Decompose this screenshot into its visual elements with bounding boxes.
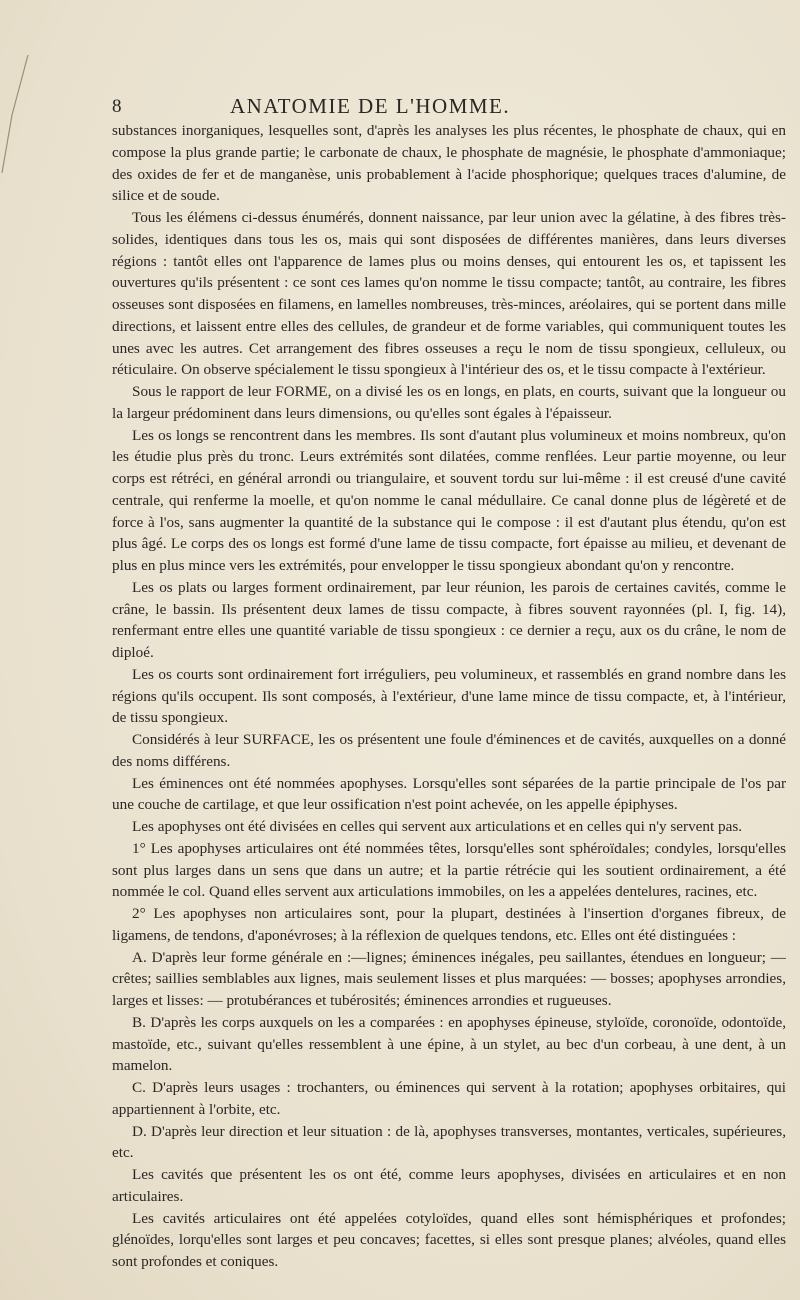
paragraph: Tous les élémens ci-dessus énumérés, donnent naissance, par leur union avec la gélatine, à des fibres très-solides, identiques dans tous les os, mais qui sont disposées de différentes manières, dans leurs diverses régions : tantôt elles ont l'apparence de lames plus ou moins denses, qui entourent les os, et tapissent les ouvertures qu'ils présentent : ce sont ces lames qu'on nomme le tissu compacte; tantôt, au contraire, les fibres osseuses sont disposées en filamens, en lamelles nombreuses, très-minces, aréolaires, qui se portent dans mille directions, et laissent entre elles des cellules, de grandeur et de forme variables, qui communiquent toutes les unes avec les autres. Cet arrangement des fibres osseuses a reçu le nom de tissu spongieux, celluleux, ou réticulaire. On observe spécialement le tissu spongieux à l'intérieur des os, et le tissu compacte à l'extérieur. — [112, 209, 786, 379]
page-edge-mark — [0, 55, 30, 175]
paragraph: Sous le rapport de leur FORME, on a divisé les os en longs, en plats, en courts, suivant que la longueur ou la largeur prédominent dans leurs dimensions, ou qu'elles sont égales à l'épaisseur. — [112, 383, 786, 422]
paragraph: Les éminences ont été nommées apophyses. Lorsqu'elles sont séparées de la partie principale de l'os par une couche de cartilage, et que leur ossification n'est point achevée, on les appelle épiphyses. — [112, 774, 786, 814]
paragraph: substances inorganiques, lesquelles sont, d'après les analyses les plus récentes, le phosphate de chaux, qui en compose la plus grande partie; le carbonate de chaux, le phosphate de magnésie, le phosphate d'ammoniaque; des oxides de fer et de manganèse, unis probablement à l'acide phosphorique; quelques traces d'alumine, de silice et de soude. — [112, 122, 786, 205]
paragraph: Les cavités que présentent les os ont été, comme leurs apophyses, divisées en articulaires et en non articulaires. — [112, 1166, 786, 1205]
paragraph: Considérés à leur SURFACE, les os présentent une foule d'éminences et de cavités, auxquelles on a donné des noms différens. — [112, 731, 786, 770]
body-text — [112, 120, 786, 1273]
paragraph: Les os courts sont ordinairement fort irréguliers, peu volumineux, et rassemblés en grand nombre dans les régions qu'ils occupent. Ils sont composés, à l'extérieur, d'une lame mince de tissu compacte, et, à l'intérieur, de tissu spongieux. — [112, 665, 786, 727]
paragraph: B. D'après les corps auxquels on les a comparées : en apophyses épineuse, styloïde, coronoïde, odontoïde, mastoïde, etc., suivant qu'elles ressemblent à une épine, à un stylet, au bec d'un corbeau, à une dent, à un mamelon. — [112, 1013, 786, 1075]
paragraph: 2° Les apophyses non articulaires sont, pour la plupart, destinées à l'insertion d'organes fibreux, de ligamens, de tendons, d'aponévroses; à la réflexion de quelques tendons, etc. Elles ont été distinguées : — [112, 905, 786, 944]
page-number: 8 — [112, 96, 122, 117]
paragraph: D. D'après leur direction et leur situation : de là, apophyses transverses, montantes, verticales, supérieures, etc. — [112, 1122, 786, 1162]
paragraph: Les os longs se rencontrent dans les membres. Ils sont d'autant plus volumineux et moins nombreux, qu'on les étudie plus près du tronc. Leurs extrémités sont dilatées, comme renflées. Leur partie moyenne, ou leur corps est rétréci, en général arrondi ou triangulaire, et souvent tordu sur lui-même : il est creusé d'une cavité centrale, qui renferme la moelle, et qu'on nomme le canal médullaire. Ce canal donne plus de légèreté et de force à l'os, sans augmenter la quantité de la substance qui le compose : il est d'autant plus étendu, qu'on est plus âgé. Le corps des os longs est formé d'une lame de tissu compacte, fort épaisse au milieu, et devenant de plus en plus mince vers les extrémités, pour envelopper le tissu spongieux abondant qu'on y rencontre. — [112, 426, 786, 574]
running-title: ANATOMIE DE L'HOMME. — [230, 94, 511, 118]
page-header — [112, 96, 772, 122]
paragraph: 1° Les apophyses articulaires ont été nommées têtes, lorsqu'elles sont sphéroïdales; condyles, lorsqu'elles sont plus larges dans un sens que dans un autre; et la partie rétrécie qui les soutient ordinairement, a été nommée le col. Quand elles servent aux articulations immobiles, on les a appelées dentelures, racines, etc. — [112, 839, 786, 901]
paragraph: Les apophyses ont été divisées en celles qui servent aux articulations et en celles qui n'y servent pas. — [132, 818, 743, 835]
paragraph: Les os plats ou larges forment ordinairement, par leur réunion, les parois de certaines cavités, comme le crâne, le bassin. Ils présentent deux lames de tissu compacte, à fibres souvent rayonnées (pl. I, fig. 14), renfermant entre elles une quantité variable de tissu spongieux : ce dernier a reçu, aux os du crâne, le nom de diploé. — [112, 578, 786, 661]
paragraph: A. D'après leur forme générale en :—lignes; éminences inégales, peu saillantes, étendues en longueur; — crêtes; saillies semblables aux lignes, mais seulement lisses et plus marquées: — bosses; apophyses arrondies, larges et lisses: — protubérances et tubérosités; éminences arrondies et rugueuses. — [112, 948, 786, 1009]
paragraph: C. D'après leurs usages : trochanters, ou éminences qui servent à la rotation; apophyses orbitaires, qui appartiennent à l'orbite, etc. — [112, 1079, 786, 1118]
paragraph: Les cavités articulaires ont été appelées cotyloïdes, quand elles sont hémisphériques et profondes; glénoïdes, lorqu'elles sont larges et peu concaves; facettes, si elles sont presque planes; alvéoles, quand elles sont profondes et coniques. — [112, 1209, 786, 1270]
